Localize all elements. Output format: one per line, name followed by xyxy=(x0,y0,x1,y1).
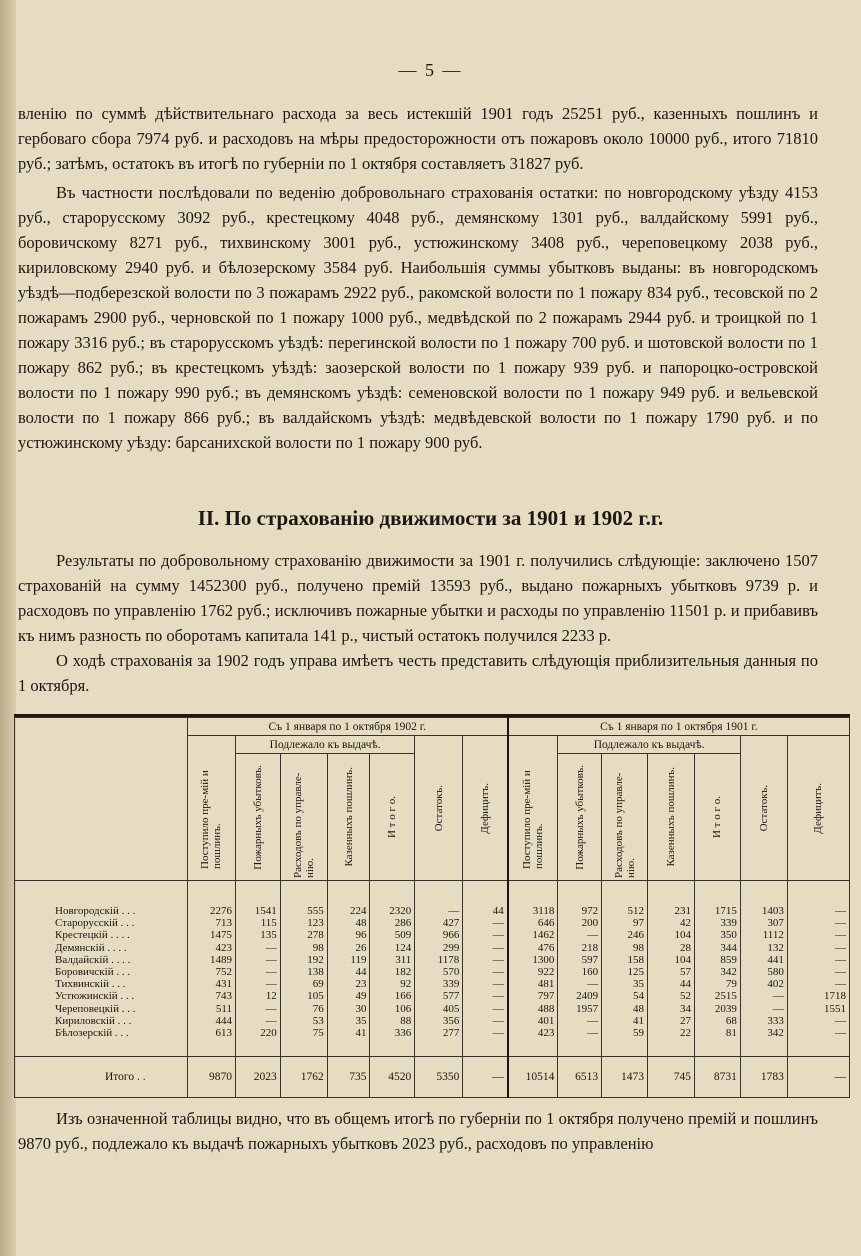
paragraph-intro-1902: О ходѣ страхованія за 1902 годъ управа имѣетъ честь представить слѣдующія приблизительныя данныя по 1 октября. xyxy=(18,651,818,695)
table-cell: — xyxy=(740,990,787,1002)
table-cell: 115 xyxy=(235,917,280,929)
table-cell: 123 xyxy=(280,917,327,929)
table-cell: 54 xyxy=(602,990,648,1002)
table-cell: 125 xyxy=(602,966,648,978)
table-row xyxy=(15,990,850,1002)
district-name: Итого . . xyxy=(15,1057,188,1098)
table-cell: 1783 xyxy=(740,1057,787,1098)
table-cell: 231 xyxy=(648,905,695,917)
table-cell: 182 xyxy=(370,966,415,978)
insurance-table xyxy=(14,714,850,1093)
table-cell: — xyxy=(463,1057,508,1098)
table-cell: 401 xyxy=(508,1015,558,1027)
table-cell: 132 xyxy=(740,942,787,954)
table-cell: 735 xyxy=(327,1057,370,1098)
district-name: Демянскій . . . . xyxy=(15,942,188,954)
table-cell: 49 xyxy=(327,990,370,1002)
table-cell: — xyxy=(235,942,280,954)
district-name: Крестецкій . . . . xyxy=(15,929,188,941)
table-cell: — xyxy=(558,1015,602,1027)
table-cell: 512 xyxy=(602,905,648,917)
table-cell: 646 xyxy=(508,917,558,929)
table-cell: — xyxy=(787,942,849,954)
table-cell: 2039 xyxy=(695,1003,741,1015)
table-cell: 42 xyxy=(648,917,695,929)
district-column-header xyxy=(15,718,188,881)
table-cell: 2409 xyxy=(558,990,602,1002)
col-admin-expenses-1901: Расходовъ по управле-нію. xyxy=(602,754,648,881)
table-cell: 339 xyxy=(695,917,741,929)
table-cell: 4520 xyxy=(370,1057,415,1098)
table-cell: 26 xyxy=(327,942,370,954)
table-cell: 339 xyxy=(415,978,463,990)
district-name: Бѣлозерскій . . . xyxy=(15,1027,188,1039)
table-cell: 2320 xyxy=(370,905,415,917)
table-cell: 23 xyxy=(327,978,370,990)
table-cell: 1541 xyxy=(235,905,280,917)
table-cell: 431 xyxy=(187,978,235,990)
table-cell: 10514 xyxy=(508,1057,558,1098)
table-cell: 106 xyxy=(370,1003,415,1015)
table-cell: 311 xyxy=(370,954,415,966)
table-cell: 333 xyxy=(740,1015,787,1027)
table-cell: — xyxy=(463,966,508,978)
table-cell: 48 xyxy=(602,1003,648,1015)
table-row xyxy=(15,905,850,917)
table-cell: 1300 xyxy=(508,954,558,966)
table-cell: 88 xyxy=(370,1015,415,1027)
table-cell: 79 xyxy=(695,978,741,990)
table-cell: 35 xyxy=(327,1015,370,1027)
table-cell: — xyxy=(558,978,602,990)
table-cell: 135 xyxy=(235,929,280,941)
table-cell: 1178 xyxy=(415,954,463,966)
district-name: Череповецкій . . . xyxy=(15,1003,188,1015)
table-cell: — xyxy=(787,978,849,990)
table-cell: 972 xyxy=(558,905,602,917)
table-cell: 1715 xyxy=(695,905,741,917)
col-received-1901: Поступило пре-мій и пошлинъ. xyxy=(508,736,558,881)
table-cell: 96 xyxy=(327,929,370,941)
table-cell: 224 xyxy=(327,905,370,917)
table-cell: 220 xyxy=(235,1027,280,1039)
table-cell: — xyxy=(787,1057,849,1098)
col-fire-losses-1901: Пожарныхъ убытковъ. xyxy=(558,754,602,881)
col-admin-expenses-1902: Расходовъ по управле-нію. xyxy=(280,754,327,881)
table-cell: 350 xyxy=(695,929,741,941)
table-cell: 104 xyxy=(648,954,695,966)
table-cell: 69 xyxy=(280,978,327,990)
table-cell: — xyxy=(415,905,463,917)
table-cell: 286 xyxy=(370,917,415,929)
col-fire-losses-1902: Пожарныхъ убытковъ. xyxy=(235,754,280,881)
table-cell: 97 xyxy=(602,917,648,929)
table-cell: — xyxy=(235,978,280,990)
table-cell: 488 xyxy=(508,1003,558,1015)
table-cell: 92 xyxy=(370,978,415,990)
table-cell: 278 xyxy=(280,929,327,941)
table-cell: 3118 xyxy=(508,905,558,917)
table-cell: 613 xyxy=(187,1027,235,1039)
col-balance-1902: Остатокъ. xyxy=(415,736,463,881)
table-cell: 59 xyxy=(602,1027,648,1039)
table-cell: 597 xyxy=(558,954,602,966)
table-cell: 577 xyxy=(415,990,463,1002)
col-deficit-1902: Дефицитъ. xyxy=(463,736,508,881)
table-cell: — xyxy=(235,954,280,966)
table-cell: 9870 xyxy=(187,1057,235,1098)
table-cell: — xyxy=(787,966,849,978)
table-cell: — xyxy=(787,954,849,966)
table-body xyxy=(15,881,850,1098)
table-cell: 342 xyxy=(695,966,741,978)
table-cell: 57 xyxy=(648,966,695,978)
table-cell: 745 xyxy=(648,1057,695,1098)
table-cell: 511 xyxy=(187,1003,235,1015)
table-cell: 1489 xyxy=(187,954,235,966)
col-received-1902: Поступило пре-мій и пошлинъ. xyxy=(187,736,235,881)
col-total-1902: И т о г о. xyxy=(370,754,415,881)
table-cell: 22 xyxy=(648,1027,695,1039)
table-row xyxy=(15,966,850,978)
table-cell: 44 xyxy=(648,978,695,990)
period-1901-header: Съ 1 января по 1 октября 1901 г. xyxy=(508,718,850,736)
section-heading: II. По страхованію движимости за 1901 и 1902 г.г. xyxy=(197,506,664,530)
table-cell: — xyxy=(235,1015,280,1027)
table-cell: 138 xyxy=(280,966,327,978)
table-row xyxy=(15,1003,850,1015)
col-total-1901: И т о г о. xyxy=(695,754,741,881)
col-state-duties-1902: Казенныхъ пошлинъ. xyxy=(327,754,370,881)
table-cell: 98 xyxy=(602,942,648,954)
table-cell: 105 xyxy=(280,990,327,1002)
table-cell: 405 xyxy=(415,1003,463,1015)
table-cell: — xyxy=(463,942,508,954)
table-cell: 200 xyxy=(558,917,602,929)
table-cell: — xyxy=(558,1027,602,1039)
district-name: Валдайскій . . . . xyxy=(15,954,188,966)
table-cell: 423 xyxy=(508,1027,558,1039)
table-cell: 28 xyxy=(648,942,695,954)
table-cell: 481 xyxy=(508,978,558,990)
table-cell: 41 xyxy=(602,1015,648,1027)
district-name: Новгородскій . . . xyxy=(15,905,188,917)
data-table xyxy=(14,717,850,1098)
col-deficit-1901: Дефицитъ. xyxy=(787,736,849,881)
paragraph-continuation: вленію по суммѣ дѣйствительнаго расхода за весь истекшій 1901 годъ 25251 руб., казенныхъ пошлинъ и гербоваго сбора 7974 руб. и расходовъ на мѣры предосторожности отъ пожаровъ около 10000 руб., итого 71810 руб.; затѣмъ, остатокъ въ итогѣ по губерніи по 1 октября составляетъ 31827 руб. xyxy=(18,104,818,173)
table-cell: 1112 xyxy=(740,929,787,941)
table-cell: 342 xyxy=(740,1027,787,1039)
table-cell: 922 xyxy=(508,966,558,978)
table-cell: 1718 xyxy=(787,990,849,1002)
table-cell: — xyxy=(787,1027,849,1039)
table-cell: — xyxy=(463,917,508,929)
subject-to-payment-1901: Подлежало къ выдачѣ. xyxy=(558,736,741,754)
table-cell: — xyxy=(463,978,508,990)
table-cell: 476 xyxy=(508,942,558,954)
col-state-duties-1901: Казенныхъ пошлинъ. xyxy=(648,754,695,881)
paragraph-results-1901: Результаты по добровольному страхованію движимости за 1901 г. получились слѣдующіе: заключено 1507 страхованій на сумму 1452300 руб., получено премій 13593 руб., выдано пожарныхъ убытковъ 9739 р. и расходовъ по управленію 1762 руб.; исключивъ пожарные убытки и расходы по управленію 11501 р. и прибавивъ къ нимъ разность по оборотамъ капитала 141 р., чистый остатокъ получился 2233 р. xyxy=(18,551,818,645)
table-cell: 570 xyxy=(415,966,463,978)
table-cell: 1957 xyxy=(558,1003,602,1015)
table-cell: 307 xyxy=(740,917,787,929)
table-cell: 75 xyxy=(280,1027,327,1039)
table-cell: 246 xyxy=(602,929,648,941)
table-cell: 166 xyxy=(370,990,415,1002)
paragraph-conclusion: Изъ означенной таблицы видно, что въ общемъ итогѣ по губерніи по 1 октября получено премій и пошлинъ 9870 руб., подлежало къ выдачѣ пожарныхъ убытковъ 2023 руб., расходовъ по управленію xyxy=(18,1109,818,1153)
table-cell: 423 xyxy=(187,942,235,954)
district-name: Кириловскій . . . xyxy=(15,1015,188,1027)
table-cell: 218 xyxy=(558,942,602,954)
table-row xyxy=(15,1015,850,1027)
table-row xyxy=(15,917,850,929)
table-cell: 1473 xyxy=(602,1057,648,1098)
table-cell: — xyxy=(787,1015,849,1027)
table-cell: 68 xyxy=(695,1015,741,1027)
table-row xyxy=(15,954,850,966)
table-cell: 41 xyxy=(327,1027,370,1039)
table-cell: 713 xyxy=(187,917,235,929)
table-cell: 1462 xyxy=(508,929,558,941)
table-cell: 509 xyxy=(370,929,415,941)
table-cell: 966 xyxy=(415,929,463,941)
table-cell: — xyxy=(235,1003,280,1015)
table-cell: 192 xyxy=(280,954,327,966)
table-cell: — xyxy=(740,1003,787,1015)
table-cell: 444 xyxy=(187,1015,235,1027)
table-cell: 299 xyxy=(415,942,463,954)
table-cell: 1762 xyxy=(280,1057,327,1098)
table-cell: 81 xyxy=(695,1027,741,1039)
col-balance-1901: Остатокъ. xyxy=(740,736,787,881)
table-cell: 158 xyxy=(602,954,648,966)
table-cell: 441 xyxy=(740,954,787,966)
table-row xyxy=(15,929,850,941)
table-cell: — xyxy=(463,954,508,966)
table-cell: 580 xyxy=(740,966,787,978)
table-cell: 53 xyxy=(280,1015,327,1027)
table-cell: 6513 xyxy=(558,1057,602,1098)
table-cell: 8731 xyxy=(695,1057,741,1098)
table-cell: 2023 xyxy=(235,1057,280,1098)
table-cell: 2276 xyxy=(187,905,235,917)
table-cell: 44 xyxy=(463,905,508,917)
table-cell: 124 xyxy=(370,942,415,954)
table-cell: 797 xyxy=(508,990,558,1002)
district-name: Устюжинскій . . . xyxy=(15,990,188,1002)
table-cell: — xyxy=(463,929,508,941)
table-row xyxy=(15,978,850,990)
table-cell: 27 xyxy=(648,1015,695,1027)
page-number: — 5 — xyxy=(398,60,463,80)
spacer-row xyxy=(15,1039,850,1057)
table-cell: — xyxy=(463,1027,508,1039)
paragraph-district-balances: Въ частности послѣдовали по веденію добровольнаго страхованія остатки: по новгородскому уѣзду 4153 руб., старорусскому 3092 руб., крестецкому 4048 руб., демянскому 1301 руб., валдайскому 5991 руб., боровичскому 8271 руб., тихвинскому 3001 руб., устюжинскому 3408 руб., череповецкому 2038 руб., кириловскому 2940 руб. и бѣлозерскому 3584 руб. Наибольшія суммы убытковъ выданы: въ новгородскомъ уѣздѣ—подберезской волости по 3 пожарамъ 2922 руб., ракомской волости по 1 пожару 834 руб., тесовской по 2 пожарамъ 2900 руб., черновской по 1 пожару 1000 руб., медвѣдской по 2 пожарамъ 2944 руб. и троицкой по 1 пожару 3316 руб.; въ старорусскомъ уѣздѣ: перегинской волости по 1 пожару 700 руб. и шотовской волости по 1 пожару 862 руб.; въ крестецкомъ уѣздѣ: заозерской волости по 1 пожару 939 руб. и папороцко-островской волости по 1 пожару 990 руб.; въ демянскомъ уѣздѣ: семеновской волости по 1 пожару 949 руб. и вельевской волости по 1 пожару 866 руб.; въ валдайскомъ уѣздѣ: медвѣдевской волости по 1 пожару 1790 руб. и по устюжинскому уѣзду: барсанихской волости по 1 пожару 900 руб. xyxy=(18,183,818,452)
table-cell: 859 xyxy=(695,954,741,966)
table-cell: — xyxy=(787,917,849,929)
table-cell: 555 xyxy=(280,905,327,917)
district-name: Тихвинскій . . . xyxy=(15,978,188,990)
table-cell: 356 xyxy=(415,1015,463,1027)
table-cell: 402 xyxy=(740,978,787,990)
table-cell: 104 xyxy=(648,929,695,941)
table-cell: 743 xyxy=(187,990,235,1002)
table-cell: 427 xyxy=(415,917,463,929)
table-cell: 336 xyxy=(370,1027,415,1039)
table-cell: 44 xyxy=(327,966,370,978)
table-cell: 2515 xyxy=(695,990,741,1002)
table-cell: — xyxy=(463,990,508,1002)
period-1902-header: Съ 1 января по 1 октября 1902 г. xyxy=(187,718,507,736)
total-row xyxy=(15,1057,850,1098)
table-cell: 12 xyxy=(235,990,280,1002)
table-cell: 98 xyxy=(280,942,327,954)
table-cell: 1403 xyxy=(740,905,787,917)
table-cell: — xyxy=(235,966,280,978)
table-cell: 5350 xyxy=(415,1057,463,1098)
table-cell: 277 xyxy=(415,1027,463,1039)
table-cell: — xyxy=(558,929,602,941)
table-cell: 119 xyxy=(327,954,370,966)
table-cell: 1475 xyxy=(187,929,235,941)
district-name: Боровичскій . . . xyxy=(15,966,188,978)
table-cell: 344 xyxy=(695,942,741,954)
table-cell: 30 xyxy=(327,1003,370,1015)
table-cell: — xyxy=(463,1015,508,1027)
table-row xyxy=(15,1027,850,1039)
table-cell: 35 xyxy=(602,978,648,990)
table-cell: — xyxy=(787,905,849,917)
table-cell: 48 xyxy=(327,917,370,929)
table-cell: 52 xyxy=(648,990,695,1002)
subject-to-payment-1902: Подлежало къ выдачѣ. xyxy=(235,736,414,754)
table-cell: 160 xyxy=(558,966,602,978)
table-cell: — xyxy=(463,1003,508,1015)
table-cell: 752 xyxy=(187,966,235,978)
table-cell: 1551 xyxy=(787,1003,849,1015)
district-name: Старорусскій . . . xyxy=(15,917,188,929)
table-row xyxy=(15,942,850,954)
table-cell: 76 xyxy=(280,1003,327,1015)
table-cell: — xyxy=(787,929,849,941)
table-cell: 34 xyxy=(648,1003,695,1015)
spacer-row xyxy=(15,881,850,906)
